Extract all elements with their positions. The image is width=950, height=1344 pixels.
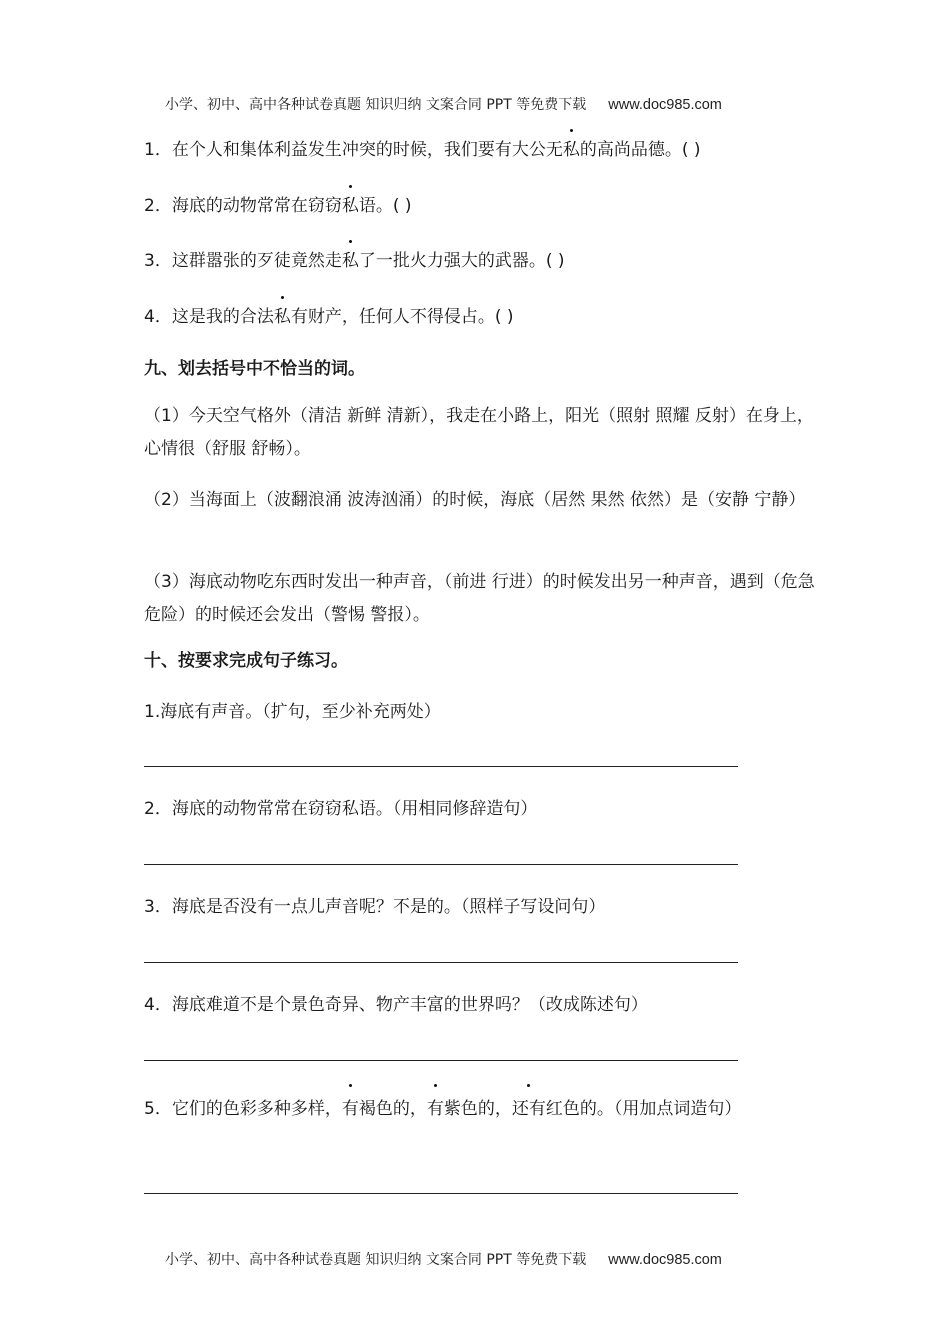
judge-item-2-pre: 2．海底的动物常常在窃窃 — [144, 196, 342, 216]
judge-item-3 — [144, 249, 824, 273]
section9-item-3: （3）海底动物吃东西时发出一种声音，（前进 行进）的时候发出另一种声音，遇到（危急 危险）的时候还会发出（警惕 警报）。 — [144, 572, 815, 625]
judge-item-4 — [144, 305, 824, 329]
footer-text: 小学、初中、高中各种试卷真题 知识归纳 文案合同 PPT 等免费下载 — [165, 1252, 587, 1268]
dotted-char: 私 — [562, 140, 580, 160]
judge-item-1-post: 的高尚品德。( ) — [579, 140, 701, 160]
answer-line-1[interactable] — [144, 766, 738, 767]
section9-title: 九、划去括号中不恰当的词。 — [144, 359, 365, 379]
answer-line-2[interactable] — [144, 864, 738, 865]
section10-q5 — [144, 1093, 816, 1126]
judge-item-3-post: 了一批火力强大的武器。( ) — [358, 251, 565, 271]
dotted-char: 私 — [341, 196, 359, 216]
answer-line-3[interactable] — [144, 962, 738, 963]
section10-q4: 4．海底难道不是个景色奇异、物产丰富的世界吗？（改成陈述句） — [144, 995, 648, 1015]
q5-text-b: 褐色的， — [358, 1099, 427, 1119]
dotted-char: 有 — [342, 1093, 359, 1126]
q5-text-c: 紫色的， — [443, 1099, 512, 1119]
section10-q3: 3．海底是否没有一点儿声音呢？不是的。（照样子写设问句） — [144, 897, 606, 917]
section10-title: 十、按要求完成句子练习。 — [144, 651, 348, 671]
page-footer — [165, 1249, 815, 1269]
judge-item-2-post: 语。( ) — [358, 196, 412, 216]
judge-item-4-pre: 4．这是我的合法 — [144, 307, 274, 327]
section9-item-1: （1）今天空气格外（清洁 新鲜 清新），我走在小路上，阳光（照射 照耀 反射）在身上，心情很（舒服 舒畅）。 — [144, 406, 814, 459]
section10-q1: 1.海底有声音。（扩句，至少补充两处） — [144, 702, 441, 722]
judge-item-2 — [144, 194, 824, 218]
judge-item-4-post: 有财产，任何人不得侵占。( ) — [290, 307, 514, 327]
answer-line-4[interactable] — [144, 1060, 738, 1061]
header-site-link[interactable]: www.doc985.com — [608, 97, 722, 113]
page-header — [165, 94, 815, 114]
dotted-char: 有 — [427, 1093, 444, 1126]
dotted-char: 私 — [341, 251, 359, 271]
footer-site-link[interactable]: www.doc985.com — [608, 1252, 722, 1268]
judge-item-3-pre: 3．这群嚣张的歹徒竟然走 — [144, 251, 342, 271]
q5-text-e: 红色的。（用加点词造句） — [545, 1099, 742, 1119]
dotted-word: 还有 — [512, 1093, 546, 1126]
judge-item-1-pre: 1．在个人和集体利益发生冲突的时候，我们要有大公无 — [144, 140, 563, 160]
q5-text-a: 5．它们的色彩多种多样， — [144, 1099, 342, 1119]
answer-line-5[interactable] — [144, 1193, 738, 1194]
judge-item-1 — [144, 138, 824, 162]
section9-item-2: （2）当海面上（波翻浪涌 波涛汹涌）的时候，海底（居然 果然 依然）是（安静 宁静） — [144, 490, 806, 510]
section10-q2: 2．海底的动物常常在窃窃私语。（用相同修辞造句） — [144, 799, 538, 819]
header-text: 小学、初中、高中各种试卷真题 知识归纳 文案合同 PPT 等免费下载 — [165, 97, 587, 113]
dotted-char: 私 — [273, 307, 291, 327]
